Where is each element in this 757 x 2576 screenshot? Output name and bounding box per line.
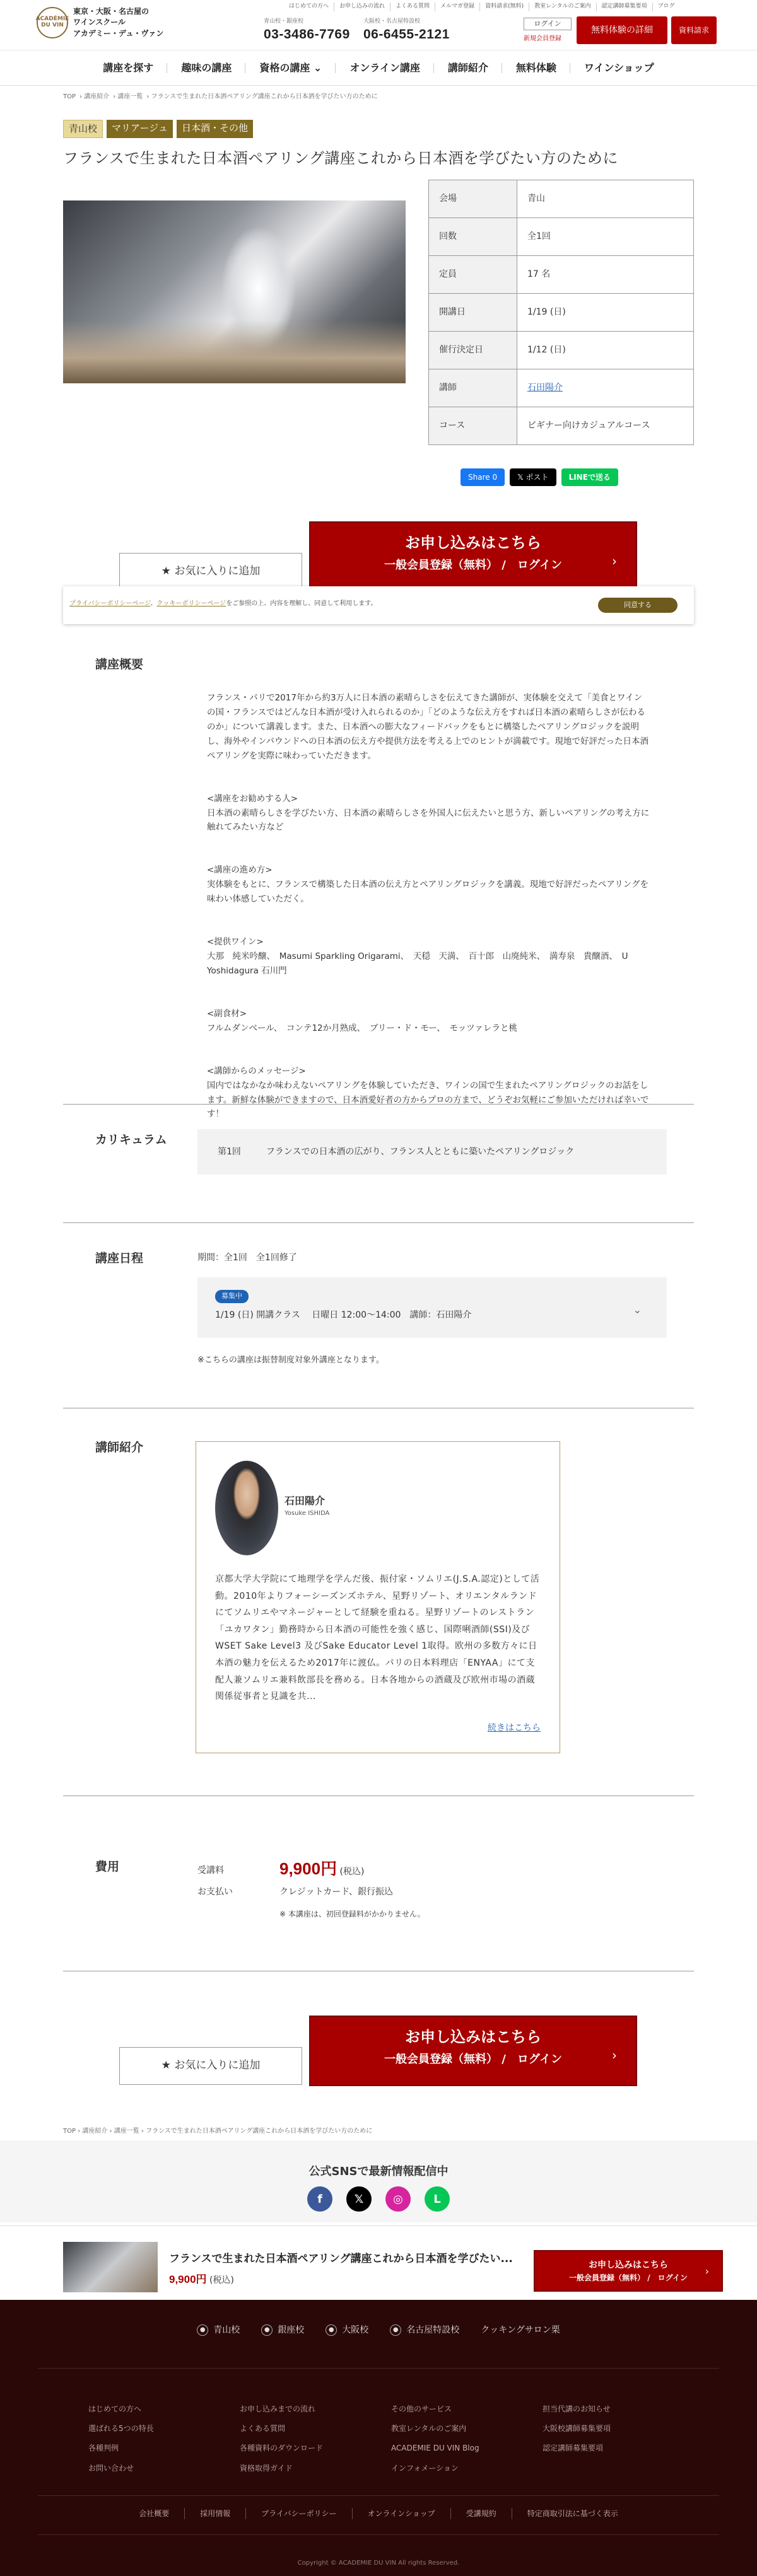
nav-online[interactable]: オンライン講座 — [336, 50, 434, 85]
apply-button[interactable] — [309, 521, 637, 592]
cookie-policy-link[interactable]: クッキーポリシーページ — [156, 600, 226, 607]
footer-link[interactable]: 資格取得ガイド — [240, 2463, 293, 2473]
teacher-heading: 講師紹介 — [95, 1441, 144, 1454]
info-key: 定員 — [429, 256, 517, 294]
footer-link[interactable]: 認定講師募集要項 — [543, 2444, 604, 2453]
footer-link[interactable]: 教室レンタルのご案内 — [391, 2424, 467, 2434]
footer-link-columns — [88, 2399, 694, 2478]
site-logo[interactable] — [37, 6, 163, 39]
util-link[interactable]: よくある質問 — [390, 3, 435, 11]
footer-bottom-links — [0, 2508, 757, 2519]
share-buttons — [461, 468, 618, 486]
util-link[interactable]: 認定講師募集要項 — [596, 3, 652, 11]
info-value: ビギナー向けカジュアルコース — [517, 407, 694, 445]
payment-methods: クレジットカード、銀行振込 — [279, 1887, 393, 1897]
sticky-thumbnail — [63, 2242, 158, 2292]
course-info-table — [428, 180, 694, 445]
line-icon[interactable]: L — [425, 2186, 450, 2212]
curriculum-item — [197, 1129, 667, 1175]
fee-note: ※ 本講座は、初回登録料がかかりません。 — [279, 1910, 425, 1918]
breadcrumb-item[interactable]: 講座紹介 — [82, 2128, 108, 2135]
apply-button-bottom[interactable] — [309, 2016, 637, 2086]
logo-text: 東京・大阪・名古屋の ワインスクール アカデミー・デュ・ヴァン — [73, 7, 164, 38]
footer-link[interactable]: はじめての方へ — [88, 2405, 142, 2413]
chevron-down-icon[interactable]: ⌄ — [633, 1304, 642, 1316]
school-link[interactable]: ● 大阪校 — [326, 2324, 368, 2337]
footer-link[interactable]: 各種資料のダウンロード — [240, 2444, 324, 2453]
overview-paragraph: <講座をお勧めする人> 日本酒の素晴らしさを学びたい方、日本酒の素晴らしさを外国人に伝えたいと思う方、新しいペアリングの考え方に触れてみたい方など — [207, 793, 650, 833]
teacher-card — [196, 1441, 560, 1753]
tag-genre[interactable]: 日本酒・その他 — [177, 120, 253, 138]
pin-icon: ● — [197, 2324, 208, 2336]
tag-school[interactable]: 青山校 — [63, 120, 103, 138]
info-key: 会場 — [429, 180, 517, 218]
info-key: 回数 — [429, 218, 517, 256]
status-badge: 募集中 — [215, 1290, 249, 1303]
sticky-title: フランスで生まれた日本酒ペアリング講座これから日本酒を学びたい... — [169, 2253, 513, 2265]
payment-label: お支払い — [197, 1887, 233, 1897]
breadcrumb-item[interactable]: TOP — [63, 2128, 76, 2135]
nav-qualification[interactable]: 資格の講座 ⌄ — [245, 50, 336, 85]
footer-divider — [38, 2368, 719, 2369]
teacher-bio: 京都大学大学院にて地理学を学んだ後、振付家・ソムリエ(J.S.A.認定)として活動。2010年よりフォーシーズンズホテル、星野リゾート、オリエンタルランドにてソムリエやマネージャーとして経験を重ねる。星野リゾートのレストラン「ユカワタン」勤務時から日本酒の可能性を強く感じ、国際唎酒師(SSI)及びWSET Sake Level3 及びSake Educator Level 1取得。欧州の多数方々に日本酒の魅力を伝えるため2017年に渡仏。パリの日本料理店「ENYAA」にて支配人兼ソムリエ兼料飲部長を務める。日本各地からの酒蔵及び欧州市場の酒蔵関係従事者と見識を共... — [215, 1574, 540, 1702]
course-tags — [63, 120, 694, 138]
util-link[interactable]: 資料請求(無料) — [479, 3, 529, 11]
overview-paragraph: <提供ワイン> 大那 純米吟醸、 Masumi Sparkling Origarami、 天穏 天満、 百十郎 山廃純米、 満寿泉 貴醸酒、 U Yoshidagura 石川門 — [207, 937, 628, 976]
favorite-button-bottom[interactable]: ★ お気に入りに追加 — [119, 2047, 302, 2085]
breadcrumb-item: フランスで生まれた日本酒ペアリング講座これから日本酒を学びたい方のために — [146, 2128, 373, 2135]
info-value: 1/19 (日) — [517, 294, 694, 332]
utility-links — [284, 3, 680, 11]
teacher-section — [63, 1408, 694, 1796]
footer-link[interactable]: よくある質問 — [240, 2424, 286, 2434]
info-value: 全1回 — [517, 218, 694, 256]
footer-divider — [38, 2534, 719, 2535]
x-icon[interactable]: 𝕏 — [346, 2186, 372, 2212]
school-link[interactable]: クッキングサロン栗 — [481, 2325, 560, 2335]
school-link[interactable]: ● 銀座校 — [261, 2324, 304, 2337]
sticky-apply-button[interactable]: お申し込みはこちら 一般会員登録（無料） / ログイン › — [534, 2250, 723, 2292]
sns-heading: 公式SNSで最新情報配信中 — [308, 2165, 449, 2178]
cookie-text: をご参照の上、内容を理解し、同意して利用します。 — [226, 600, 377, 607]
class-details: 1/19 (日) 開講クラス 日曜日 12:00～14:00 講師：石田陽介 — [215, 1310, 472, 1320]
info-key: コース — [429, 407, 517, 445]
info-value: 1/12 (日) — [517, 332, 694, 369]
fee-price-row — [197, 1859, 365, 1878]
overview-section — [63, 630, 694, 1120]
facebook-share-button[interactable]: Share 0 — [461, 468, 505, 486]
fee-section — [63, 1796, 694, 1971]
teacher-name: 石田陽介 — [285, 1495, 326, 1507]
curriculum-heading: カリキュラム — [95, 1133, 167, 1147]
overview-paragraph: <講座の進め方> 実体験をもとに、フランスで構築した日本酒の伝え方とペアリングロジックを講義。現地で好評だったペアリングを味わい体感していただく。 — [207, 865, 648, 905]
breadcrumb-bottom: TOP › 講座紹介 › 講座一覧 › フランスで生まれた日本酒ペアリング講座これから日本酒を学びたい方のために — [63, 2128, 373, 2135]
school-links — [0, 2324, 757, 2337]
schedule-class-item[interactable] — [197, 1277, 667, 1338]
info-value — [517, 369, 694, 407]
privacy-policy-link[interactable]: プライバシーポリシーページ — [69, 600, 151, 607]
footer-link[interactable]: 採用情報 — [184, 2508, 245, 2519]
request-docs-button[interactable]: 資料請求 — [671, 16, 717, 44]
fee-heading: 費用 — [95, 1860, 120, 1874]
footer-link[interactable]: 会社概要 — [139, 2509, 170, 2518]
cookie-banner: プライバシーポリシーページ、クッキーポリシーページをご参照の上、内容を理解し、同意して利用します。 同意する — [63, 586, 694, 624]
util-link[interactable]: ブログ — [652, 3, 680, 11]
schedule-period: 期間：全1回 全1回修了 — [197, 1253, 297, 1263]
footer-link[interactable]: 大阪校講師募集要項 — [543, 2424, 611, 2434]
school-link[interactable]: ● 青山校 — [197, 2324, 240, 2337]
footer-link[interactable]: 各種判例 — [88, 2444, 119, 2453]
course-image — [63, 200, 406, 383]
footer-link[interactable]: お問い合わせ — [88, 2463, 134, 2473]
curriculum-section — [63, 1105, 694, 1223]
footer-link[interactable]: 担当代講のお知らせ — [543, 2405, 611, 2413]
x-post-button[interactable]: 𝕏 ポスト — [510, 468, 556, 486]
tax-label: (税込) — [339, 1867, 365, 1877]
line-share-button[interactable]: LINEで送る — [561, 468, 618, 486]
overview-paragraph: フランス・パリで2017年から約3万人に日本酒の素晴らしさを伝えてきた講師が、実体験を交えて「美食とワインの国・フランスではどんな日本酒が受け入れられるのか」「どのような伝え方をすれば日本酒の素晴らしさが伝わるのか」について講義します。また、日本酒への膨大なフィードバックをもとに構築したペアリングロジックを説明し、海外やインバウンドへの日本酒の伝え方や提供方法を考える上でのヒントが満載です。現地で好評だった日本酒ペアリングを実際に味わっていただきます。 — [207, 692, 648, 761]
nav-free-trial[interactable]: 無料体験 — [502, 50, 570, 85]
info-key: 開講日 — [429, 294, 517, 332]
nav-hobby[interactable]: 趣味の講座 — [167, 50, 245, 85]
site-header — [0, 0, 757, 50]
course-price: 9,900円 — [279, 1859, 337, 1878]
nav-wine-shop[interactable]: ワインショップ — [584, 62, 654, 74]
chevron-right-icon: › — [612, 554, 617, 569]
facebook-icon[interactable]: f — [307, 2186, 332, 2212]
footer-link[interactable]: プライバシーポリシー — [245, 2508, 351, 2519]
footer-link[interactable]: その他のサービス — [391, 2405, 452, 2413]
apply-label: お申し込みはこちら — [405, 2028, 541, 2046]
instagram-icon[interactable]: ◎ — [385, 2186, 411, 2212]
copyright: Copyright © ACADEMIE DU VIN All rights Reserved. — [297, 2560, 460, 2567]
tel-tokyo[interactable]: 青山校・銀座校 03-3486-7769 — [264, 18, 350, 42]
info-key: 催行決定日 — [429, 332, 517, 369]
overview-paragraph: <副食材> フルムダンベール、 コンテ12か月熟成、 ブリー・ド・モー、 モッツァレラと桃 — [207, 1008, 517, 1033]
util-link[interactable]: メルマガ登録 — [435, 3, 479, 11]
page-title: フランスで生まれた日本酒ペアリング講座これから日本酒を学びたい方のために — [63, 149, 618, 167]
chevron-right-icon: › — [705, 2265, 709, 2277]
breadcrumb-item: フランスで生まれた日本酒ペアリング講座これから日本酒を学びたい方のために — [151, 93, 378, 100]
sticky-apply-bar — [0, 2225, 757, 2300]
util-link[interactable]: はじめての方へ — [289, 3, 329, 9]
footer-link[interactable]: オンラインショップ — [352, 2508, 450, 2519]
nav-teachers[interactable]: 講師紹介 — [434, 50, 502, 85]
pin-icon: ● — [326, 2324, 337, 2336]
schedule-heading: 講座日程 — [95, 1251, 144, 1265]
teacher-link[interactable]: 石田陽介 — [527, 383, 563, 393]
logo-emblem-icon: ACADÉMIE DU VIN — [37, 7, 68, 38]
fee-payment-row — [197, 1886, 393, 1899]
breadcrumb: TOP › 講座紹介 › 講座一覧 › フランスで生まれた日本酒ペアリング講座これから日本酒を学びたい方のために — [63, 93, 378, 100]
footer-link[interactable]: 受講規約 — [450, 2508, 512, 2519]
pin-icon: ● — [390, 2324, 401, 2336]
global-nav — [0, 50, 757, 86]
tel-osaka[interactable]: 大阪校・名古屋特設校 06-6455-2121 — [363, 18, 450, 42]
breadcrumb-item[interactable]: TOP — [63, 93, 76, 100]
info-value: 青山 — [517, 180, 694, 218]
curriculum-number: 第1回 — [218, 1146, 241, 1157]
schedule-note: ※こちらの講座は振替制度対象外講座となります。 — [197, 1355, 384, 1365]
pin-icon: ● — [261, 2324, 273, 2336]
tag-category[interactable]: マリアージュ — [107, 120, 173, 138]
breadcrumb-item[interactable]: 講座一覧 — [114, 2128, 139, 2135]
read-more-link[interactable]: 続きはこちら — [488, 1723, 541, 1733]
footer-link[interactable]: 特定商取引法に基づく表示 — [512, 2508, 633, 2519]
overview-paragraph: <講師からのメッセージ> 国内ではなかなか味わえないペアリングを体験していただき、ワインの国で生まれたペアリングロジックのお話をします。新鮮な体験ができますので、日本酒愛好者の方からプロの方まで、どうぞお気軽にご参加いただければ幸いです！ — [207, 1065, 649, 1120]
curriculum-text: フランスでの日本酒の広がり、フランス人とともに築いたペアリングロジック — [266, 1146, 575, 1157]
nav-find-course[interactable]: 講座を探す — [89, 50, 167, 85]
schedule-section — [63, 1223, 694, 1408]
footer-divider — [38, 2495, 719, 2496]
overview-body — [207, 676, 650, 1150]
apply-label: お申し込みはこちら — [405, 534, 541, 552]
apply-sublabel: 一般会員登録（無料） / ログイン — [384, 2053, 562, 2066]
util-link[interactable]: 教室レンタルのご案内 — [529, 3, 596, 11]
breadcrumb-item[interactable]: 講座紹介 — [84, 93, 110, 100]
free-trial-button[interactable]: 無料体験の詳細 — [577, 16, 667, 44]
site-footer — [0, 2300, 757, 2576]
info-value: 17 名 — [517, 256, 694, 294]
sticky-price: 9,900円 (税込) — [169, 2273, 234, 2285]
footer-link[interactable]: お申し込みまでの流れ — [240, 2405, 316, 2413]
footer-link[interactable]: インフォメーション — [391, 2463, 459, 2473]
school-link[interactable]: ● 名古屋特設校 — [390, 2324, 459, 2337]
footer-link[interactable]: ACADEMIE DU VIN Blog — [391, 2444, 479, 2453]
fee-label: 受講料 — [197, 1865, 224, 1876]
teacher-avatar — [215, 1461, 278, 1555]
apply-sublabel: 一般会員登録（無料） / ログイン — [384, 559, 562, 572]
sns-section — [0, 2140, 757, 2222]
teacher-name-en: Yosuke ISHIDA — [285, 1510, 330, 1517]
footer-link[interactable]: 選ばれる5つの特長 — [88, 2424, 154, 2434]
overview-heading: 講座概要 — [95, 658, 144, 671]
register-link[interactable]: 新規会員登録 — [524, 35, 561, 42]
info-key: 講師 — [429, 369, 517, 407]
favorite-button[interactable]: ★ お気に入りに追加 — [119, 553, 302, 591]
chevron-right-icon: › — [612, 2048, 617, 2063]
breadcrumb-item[interactable]: 講座一覧 — [117, 93, 143, 100]
util-link[interactable]: お申し込みの流れ — [334, 3, 390, 11]
login-button[interactable]: ログイン — [524, 18, 572, 30]
cookie-accept-button[interactable]: 同意する — [598, 598, 678, 613]
